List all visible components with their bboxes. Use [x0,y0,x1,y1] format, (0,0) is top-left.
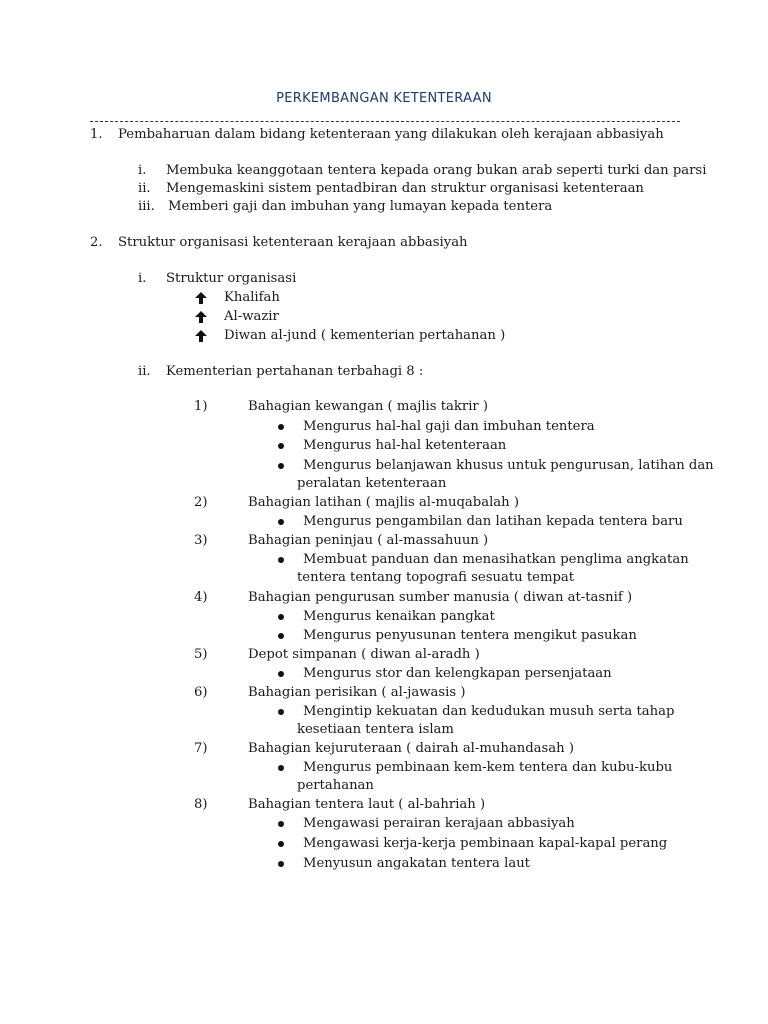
bullet-item: Mengurus hal-hal gaji dan imbuhan tentera [303,419,595,434]
list-item: Struktur organisasi [166,271,297,286]
bullet-item: Mengurus stor dan kelengkapan persenjataan [303,666,612,681]
bullet-item: Mengurus belanjawan khusus untuk pengurusan, latihan dan peralatan ketenteraan [297,458,714,491]
department-name: Depot simpanan ( diwan al-aradh ) [248,647,480,662]
department-number: 4) [194,590,208,605]
bullet-item: Mengawasi perairan kerajaan abbasiyah [303,816,575,831]
bullet-item: Mengurus penyusunan tentera mengikut pasukan [303,628,637,643]
bullet-icon [278,841,284,847]
bullet-icon [278,463,284,469]
bullet-icon [278,519,284,525]
bullet-item: Mengawasi kerja-kerja pembinaan kapal-kapal perang [303,836,668,851]
department-number: 8) [194,797,208,812]
bullet-icon [278,424,284,430]
arrow-up-icon [194,329,208,343]
department-number: 2) [194,495,208,510]
list-item: Kementerian pertahanan terbahagi 8 : [166,364,424,379]
department-number: 6) [194,685,208,700]
section-number: 2. [90,235,103,250]
bullet-icon [278,614,284,620]
page-title: PERKEMBANGAN KETENTERAAN [276,91,492,106]
list-item-number: iii. [138,199,155,214]
dashed-divider [90,121,680,122]
bullet-icon [278,671,284,677]
bullet-item: Mengintip kekuatan dan kedudukan musuh serta tahap kesetiaan tentera islam [297,704,675,737]
bullet-item: Mengurus pengambilan dan latihan kepada tentera baru [303,514,683,529]
department-name: Bahagian pengurusan sumber manusia ( diwan at-tasnif ) [248,590,633,605]
list-item: Membuka keanggotaan tentera kepada orang bukan arab seperti turki dan parsi [166,163,707,178]
bullet-icon [278,557,284,563]
list-item: Mengemaskini sistem pentadbiran dan struktur organisasi ketenteraan [166,181,644,196]
department-number: 1) [194,399,208,414]
bullet-icon [278,765,284,771]
bullet-item: Menyusun angakatan tentera laut [303,856,530,871]
bullet-item: Mengurus hal-hal ketenteraan [303,438,507,453]
department-number: 5) [194,647,208,662]
department-name: Bahagian kejuruteraan ( dairah al-muhandasah ) [248,741,574,756]
arrow-up-icon [194,310,208,324]
arrow-list-item: Diwan al-jund ( kementerian pertahanan ) [224,328,506,343]
department-number: 7) [194,741,208,756]
list-item-number: ii. [138,181,151,196]
section-number: 1. [90,127,103,142]
bullet-icon [278,821,284,827]
section-heading: Struktur organisasi ketenteraan kerajaan abbasiyah [118,235,468,250]
list-item-number: ii. [138,364,151,379]
bullet-icon [278,861,284,867]
department-name: Bahagian kewangan ( majlis takrir ) [248,399,489,414]
bullet-icon [278,709,284,715]
department-name: Bahagian latihan ( majlis al-muqabalah ) [248,495,519,510]
list-item-number: i. [138,163,147,178]
bullet-icon [278,633,284,639]
list-item: Memberi gaji dan imbuhan yang lumayan kepada tentera [168,199,553,214]
bullet-icon [278,443,284,449]
department-name: Bahagian tentera laut ( al-bahriah ) [248,797,486,812]
bullet-item: Membuat panduan dan menasihatkan penglima angkatan tentera tentang topografi sesuatu tempat [297,552,689,585]
department-name: Bahagian perisikan ( al-jawasis ) [248,685,466,700]
bullet-item: Mengurus kenaikan pangkat [303,609,495,624]
list-item-number: i. [138,271,147,286]
department-name: Bahagian peninjau ( al-massahuun ) [248,533,489,548]
department-number: 3) [194,533,208,548]
arrow-list-item: Khalifah [224,290,280,305]
bullet-item: Mengurus pembinaan kem-kem tentera dan kubu-kubu pertahanan [297,760,673,793]
section-heading: Pembaharuan dalam bidang ketenteraan yang dilakukan oleh kerajaan abbasiyah [118,127,664,142]
arrow-list-item: Al-wazir [224,309,279,324]
arrow-up-icon [194,291,208,305]
